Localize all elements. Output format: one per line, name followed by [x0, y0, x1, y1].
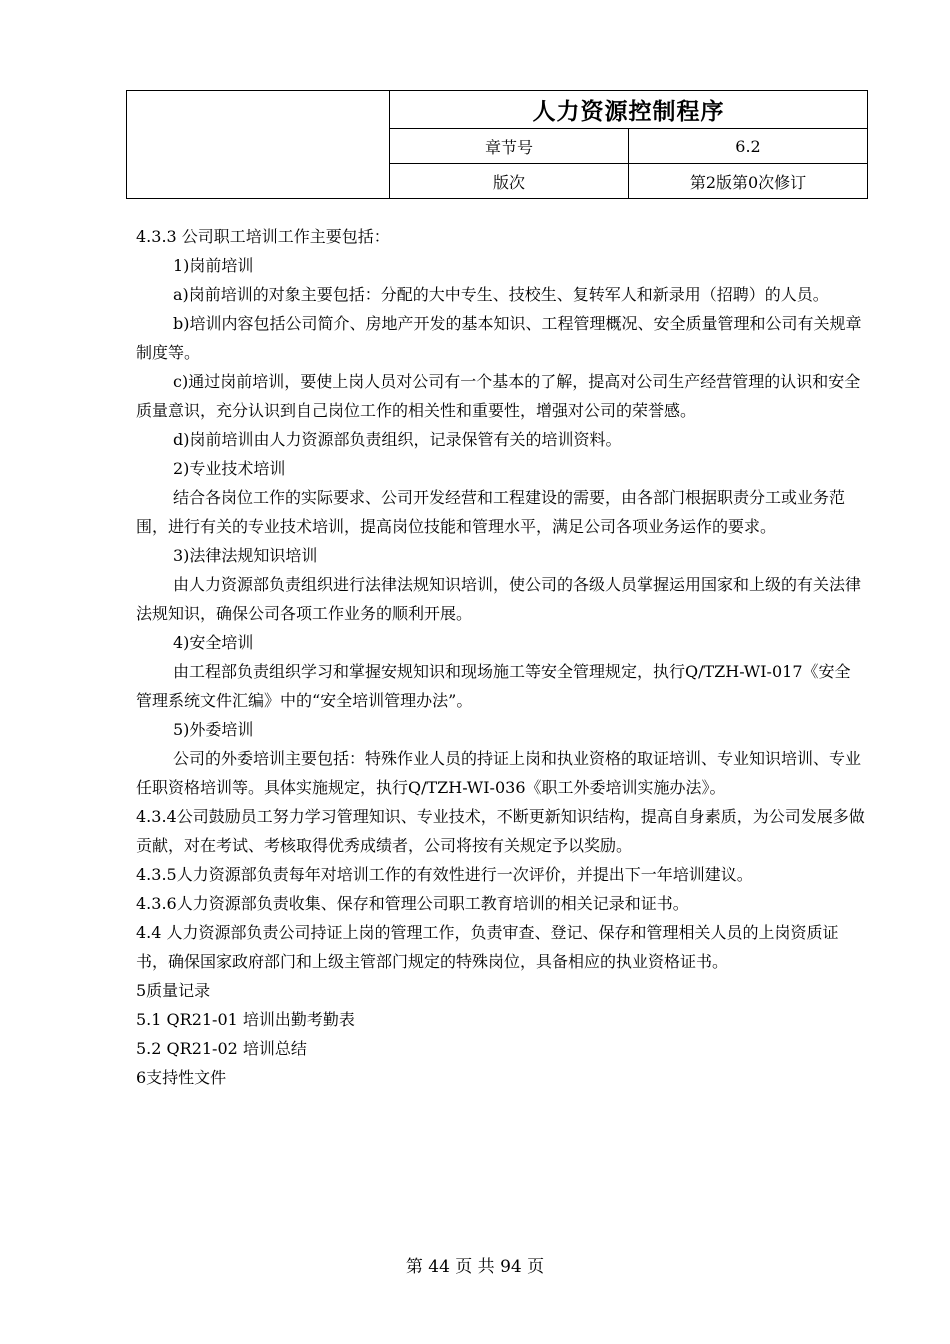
document-body — [136, 222, 866, 1092]
clause-4-3-4: 4.3.4公司鼓励员工努力学习管理知识、专业技术，不断更新知识结构，提高自身素质，为公司发展多做贡献，对在考试、考核取得优秀成绩者，公司将按有关规定予以奖励。 — [136, 807, 865, 855]
paragraph: 由工程部负责组织学习和掌握安规知识和现场施工等安全管理规定，执行Q/TZH-WI-017《安全管理系统文件汇编》中的“安全培训管理办法”。 — [136, 662, 851, 710]
clause-4-3-5: 4.3.5人力资源部负责每年对培训工作的有效性进行一次评价，并提出下一年培训建议。 — [136, 865, 753, 884]
document-title: 人力资源控制程序 — [390, 91, 868, 129]
clause-4-3-3: 4.3.3 公司职工培训工作主要包括： — [136, 227, 390, 246]
clause-4-4: 4.4 人力资源部负责公司持证上岗的管理工作，负责审查、登记、保存和管理相关人员的上岗资质证书，确保国家政府部门和上级主管部门规定的特殊岗位，具备相应的执业资格证书。 — [136, 923, 839, 971]
item-heading-pre-job-training: 1)岗前培训 — [173, 256, 254, 275]
item-heading-external-training: 5)外委培训 — [173, 720, 254, 739]
paragraph: b)培训内容包括公司简介、房地产开发的基本知识、工程管理概况、安全质量管理和公司有关规章制度等。 — [136, 314, 862, 362]
record-item: 5.2 QR21-02 培训总结 — [136, 1039, 307, 1058]
item-heading-safety-training: 4)安全培训 — [173, 633, 254, 652]
section-heading-quality-records: 5质量记录 — [136, 981, 211, 1000]
section-number-value: 6.2 — [629, 129, 868, 164]
record-item: 5.1 QR21-01 培训出勤考勤表 — [136, 1010, 355, 1029]
paragraph: 由人力资源部负责组织进行法律法规知识培训，使公司的各级人员掌握运用国家和上级的有关法律法规知识，确保公司各项工作业务的顺利开展。 — [136, 575, 862, 623]
revision-value: 第2版第0次修订 — [629, 164, 868, 199]
section-number-label: 章节号 — [390, 129, 629, 164]
clause-4-3-6: 4.3.6人力资源部负责收集、保存和管理公司职工教育培训的相关记录和证书。 — [136, 894, 689, 913]
paragraph: a)岗前培训的对象主要包括：分配的大中专生、技校生、复转军人和新录用（招聘）的人员。 — [173, 285, 829, 304]
paragraph: d)岗前培训由人力资源部负责组织，记录保管有关的培训资料。 — [173, 430, 622, 449]
section-heading-supporting-documents: 6支持性文件 — [136, 1068, 227, 1087]
header-logo-cell — [127, 91, 390, 199]
paragraph: 公司的外委培训主要包括：特殊作业人员的持证上岗和执业资格的取证培训、专业知识培训、专业任职资格培训等。具体实施规定，执行Q/TZH-WI-036《职工外委培训实施办法》。 — [136, 749, 862, 797]
page-number: 第 44 页 共 94 页 — [405, 1257, 545, 1277]
revision-label: 版次 — [390, 164, 629, 199]
item-heading-legal-training: 3)法律法规知识培训 — [173, 546, 318, 565]
item-heading-technical-training: 2)专业技术培训 — [173, 459, 286, 478]
paragraph: c)通过岗前培训，要使上岗人员对公司有一个基本的了解，提高对公司生产经营管理的认识和安全质量意识，充分认识到自己岗位工作的相关性和重要性，增强对公司的荣誉感。 — [136, 372, 861, 420]
paragraph: 结合各岗位工作的实际要求、公司开发经营和工程建设的需要，由各部门根据职责分工或业务范围，进行有关的专业技术培训，提高岗位技能和管理水平，满足公司各项业务运作的要求。 — [136, 488, 846, 536]
document-header-table — [126, 90, 868, 199]
